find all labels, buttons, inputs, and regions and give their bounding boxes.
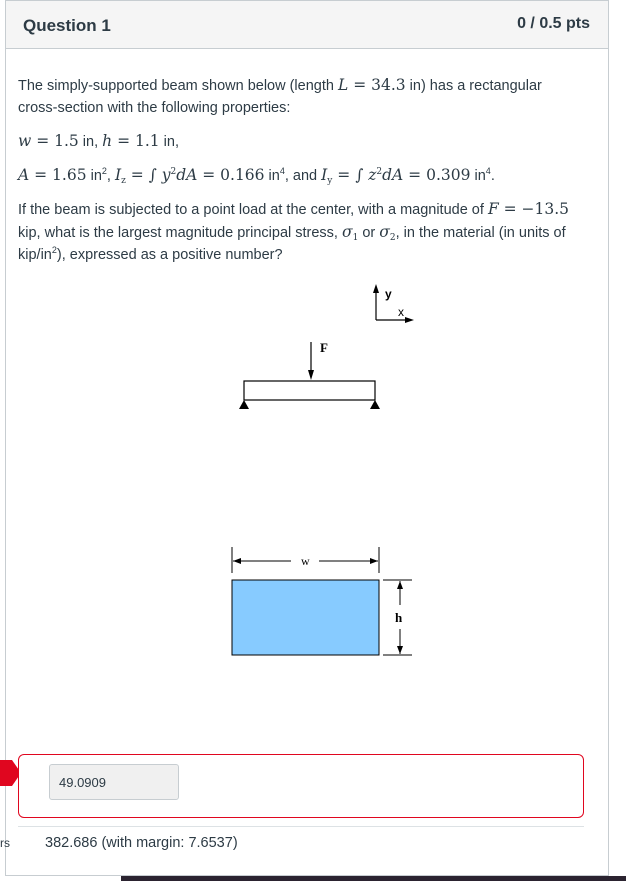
beam-diagram <box>236 338 386 414</box>
left-support <box>239 400 249 409</box>
axis-x-label: x <box>398 305 404 319</box>
load-label: F <box>320 340 328 355</box>
bottom-bar-left <box>0 876 121 881</box>
correct-answer: 382.686 (with margin: 7.6537) <box>45 835 238 851</box>
question-header <box>6 1 608 49</box>
answer-box <box>18 754 584 818</box>
load-arrow-head <box>308 370 314 380</box>
height-label: h <box>395 610 403 625</box>
cross-section-diagram <box>225 543 425 661</box>
side-tab-label: rs <box>0 836 10 850</box>
question-points: 0 / 0.5 pts <box>517 15 590 32</box>
axis-y-label: y <box>385 287 392 301</box>
cross-section <box>232 580 379 655</box>
beam <box>244 381 375 400</box>
divider <box>18 826 584 827</box>
right-support <box>370 400 380 409</box>
width-label: w <box>301 554 310 568</box>
answer-input[interactable] <box>49 764 179 800</box>
question-prompt: If the beam is subjected to a point load at the center, with a magnitude of F = −13.5 kip, what is the largest magnitude principal stress, $\sigma_1$ or $\sigma_2$, in the material (in units of kip/$in^2$), expressed as a positive number? <box>18 200 570 263</box>
bottom-bar <box>121 876 626 881</box>
dimension-properties: w = 1.5 in, h = 1.1 in, <box>18 132 179 150</box>
question-intro: The simply-supported beam shown below (length L = 34.3 in) has a rectangular cross-section with the following properties: <box>18 76 542 116</box>
section-properties: A = 1.65 $in^2$, $I_z$ = ∫ $y^2dA = 0.166$ $in^4$, and $I_y$ = ∫ $z^2dA = 0.309$ $in^4$. <box>18 166 495 186</box>
question-title: Question 1 <box>23 16 111 35</box>
coordinate-axes <box>360 282 420 326</box>
